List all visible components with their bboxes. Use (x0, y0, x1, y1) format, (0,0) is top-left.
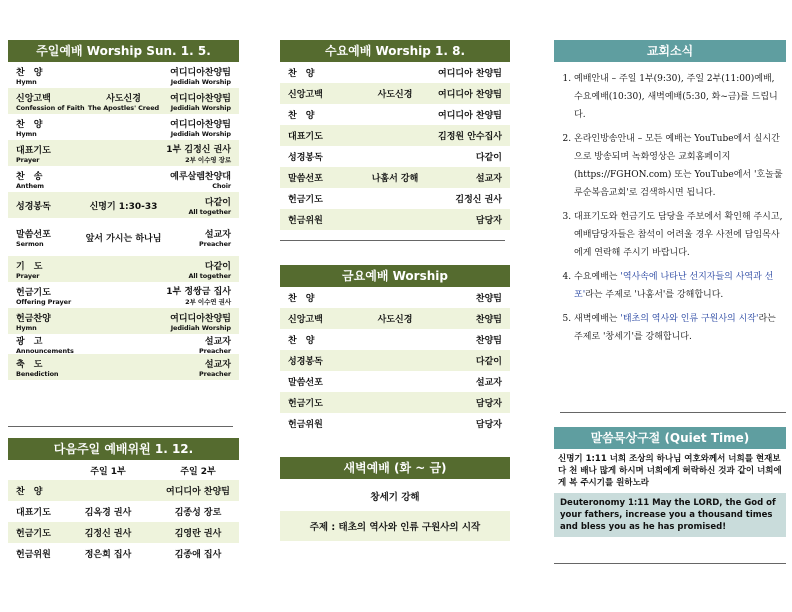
news-item-highlight: '역사속에 나타난 선지자들의 사역과 선포' (574, 272, 774, 300)
order-item-leader-sub: All together (188, 271, 231, 280)
duty-label: 찬 양 (16, 487, 43, 497)
order-item-label-ko: 기 도 (16, 261, 43, 272)
duty-label: 헌금위원 (16, 550, 51, 560)
order-item-leader (166, 284, 231, 306)
friday-order-row (280, 350, 510, 371)
sunday-worship-title: 주일예배 Worship Sun. 1. 5. (8, 40, 239, 62)
duty-label: 헌금기도 (16, 529, 51, 539)
order-item-label-en: Hymn (16, 323, 37, 332)
order-item-content-ko: 사도신경 (106, 93, 141, 104)
order-item-leader-main: 설교자 (204, 359, 231, 370)
news-item-text: 온라인방송안내 – 모든 예배는 YouTube에서 실시간으로 방송되며 녹화영상은 교회홈페이지(https://FGHON.com) 또는 YouTube에서 '호놀룰루순복음교회'로 검색하시면 됩니다. (574, 134, 783, 198)
order-item-label-en: Hymn (16, 77, 37, 86)
wednesday-order-list (280, 62, 510, 230)
order-item-label: 말씀선포 (288, 174, 323, 184)
news-item-text: 예배안내 – 주일 1부(9:30), 주일 2부(11:00)예배, 수요예배(10:30), 새벽예배(5:30, 화~금)를 드립니다. (574, 74, 778, 120)
order-item-leader: 설교자 (475, 174, 502, 184)
order-item-label: 신앙고백 (288, 315, 323, 325)
col-first-service: 주일 1부 (90, 466, 126, 477)
order-item-label (16, 357, 58, 378)
order-item-label: 헌금기도 (288, 399, 323, 409)
sunday-order-row (8, 166, 239, 192)
sunday-order-row (8, 114, 239, 140)
order-item-leader: 여디디아 찬양팀 (438, 111, 502, 121)
order-item-label-en: Prayer (16, 271, 40, 280)
order-item-label: 찬 양 (288, 69, 315, 79)
news-item-text: 새벽예배는 (574, 314, 621, 324)
order-item-label-ko: 말씀선포 (16, 229, 51, 240)
second-service-member: 김종성 장로 (174, 508, 222, 518)
dawn-worship-title: 새벽예배 (화 ~ 금) (280, 457, 510, 479)
col-second-service: 주일 2부 (180, 466, 216, 477)
order-item-label-en: Sermon (16, 239, 44, 248)
order-item-leader-main: 1부 정쌍금 집사 (166, 287, 231, 297)
order-item-label: 찬 양 (288, 111, 315, 121)
sunday-worship-section (8, 40, 239, 380)
next-sunday-title: 다음주일 예배위원 1. 12. (8, 438, 239, 460)
order-item-label (16, 311, 51, 332)
wednesday-order-row (280, 83, 510, 104)
wednesday-order-row (280, 125, 510, 146)
dawn-sermon-series: 창세기 강해 (370, 492, 420, 503)
divider-line (280, 240, 505, 241)
order-item-leader-main: 1부 김정신 권사 (166, 145, 231, 155)
sunday-order-row (8, 354, 239, 380)
friday-order-row (280, 392, 510, 413)
order-item-leader (170, 117, 231, 138)
church-news-section (554, 40, 786, 352)
order-item-label-ko: 축 도 (16, 359, 43, 370)
order-item-label: 대표기도 (288, 132, 323, 142)
order-item-content: 나훔서 강해 (371, 174, 419, 184)
wednesday-order-row (280, 167, 510, 188)
order-item-leader: 담당자 (475, 399, 502, 409)
order-item-leader: 여디디아 찬양팀 (438, 90, 502, 100)
order-item-leader: 담당자 (475, 420, 502, 430)
sunday-order-row (8, 192, 239, 218)
wednesday-order-row (280, 209, 510, 230)
order-item-leader-sub: Jedidiah Worship (170, 103, 231, 112)
order-item-label: 찬 양 (288, 294, 315, 304)
order-item-leader (199, 227, 231, 248)
order-item-label-ko: 헌금기도 (16, 287, 51, 298)
wednesday-order-row (280, 146, 510, 167)
order-item-leader: 설교자 (475, 378, 502, 388)
order-item-leader: 찬양팀 (475, 294, 502, 304)
order-item-leader-main: 여디디아찬양팀 (170, 313, 231, 324)
sunday-order-row (8, 88, 239, 114)
order-item-leader (199, 334, 231, 355)
order-item-leader-main: 설교자 (204, 229, 231, 240)
second-service-member: 김영란 권사 (174, 529, 222, 539)
friday-order-row (280, 413, 510, 434)
order-item-label (16, 65, 42, 86)
order-item-leader-main: 여디디아찬양팀 (170, 119, 231, 130)
order-item-leader-main: 예루살렘찬양대 (170, 171, 231, 182)
order-item-leader: 김정신 권사 (455, 195, 502, 205)
order-item-label-en: Confession of Faith (16, 103, 85, 112)
church-news-title: 교회소식 (554, 40, 786, 62)
order-item-label: 성경봉독 (288, 357, 323, 367)
duty-label: 대표기도 (16, 508, 51, 518)
next-sunday-row (8, 522, 239, 543)
news-item-text: 수요예배는 (574, 272, 621, 282)
quiet-time-korean-verse: 신명기 1:11 너희 조상의 하나님 여호와께서 너희를 현재보다 천 배나 많게 하시며 너희에게 허락하신 것과 같이 너희에게 복 주시기를 원하노라 (558, 454, 782, 488)
order-item-label (16, 117, 42, 138)
sunday-order-row (8, 62, 239, 88)
order-item-leader: 여디디아 찬양팀 (438, 69, 502, 79)
order-item-leader-main: 설교자 (204, 336, 231, 347)
first-service-member: 김정신 권사 (84, 529, 132, 539)
friday-order-row (280, 287, 510, 308)
order-item-label (16, 259, 42, 280)
sunday-order-row (8, 308, 239, 334)
news-item (574, 70, 786, 124)
order-item-leader-sub: 2부 이수영 장로 (185, 156, 231, 164)
order-item-label (16, 334, 74, 355)
order-item-leader-sub: Choir (212, 181, 231, 190)
order-item-label: 헌금위원 (288, 216, 323, 226)
news-item (574, 208, 786, 262)
friday-order-list (280, 287, 510, 434)
order-item-leader-sub: Jedidiah Worship (170, 323, 231, 332)
order-item-content-ko: 신명기 1:30-33 (89, 201, 158, 212)
friday-order-row (280, 308, 510, 329)
order-item-label-ko: 광 고 (16, 336, 43, 347)
sunday-order-row (8, 218, 239, 256)
order-item-leader: 김정원 안수집사 (438, 132, 502, 142)
order-item-leader-main: 여디디아찬양팀 (170, 93, 231, 104)
order-item-content: 사도신경 (377, 315, 413, 325)
order-item-leader-sub: Jedidiah Worship (170, 129, 231, 138)
order-item-leader-main: 다같이 (204, 197, 231, 208)
next-sunday-list (8, 480, 239, 564)
order-item-content-en: The Apostles' Creed (87, 103, 160, 112)
order-item-label: 성경봉독 (288, 153, 323, 163)
order-item-leader-main: 다같이 (204, 261, 231, 272)
order-item-label (16, 169, 44, 190)
order-item-leader-sub: All together (188, 207, 231, 216)
dawn-worship-section (280, 457, 510, 541)
order-item-leader-sub: 2부 이수연 권사 (185, 298, 231, 306)
first-service-member: 정은희 집사 (84, 550, 132, 560)
sunday-order-row (8, 282, 239, 308)
news-item (574, 310, 786, 346)
next-sunday-section (8, 438, 239, 564)
order-item-label-ko: 찬 양 (16, 119, 43, 130)
friday-worship-section (280, 265, 510, 434)
order-item-leader: 찬양팀 (475, 336, 502, 346)
wednesday-worship-section (280, 40, 510, 230)
order-item-leader (188, 259, 231, 280)
order-item-label-ko: 헌금찬양 (16, 313, 51, 324)
order-item-label: 헌금위원 (288, 420, 323, 430)
second-service-member: 여디디아 찬양팀 (166, 487, 230, 497)
order-item-leader: 다같이 (475, 357, 502, 367)
order-item-leader-sub: Jedidiah Worship (170, 77, 231, 86)
news-item (574, 130, 786, 202)
order-item-leader (170, 91, 231, 112)
next-sunday-row (8, 501, 239, 522)
order-item-leader (170, 169, 231, 190)
order-item-label-ko: 찬 양 (16, 67, 43, 78)
order-item-leader (188, 195, 231, 216)
order-item-leader: 다같이 (475, 153, 502, 163)
order-item-leader: 담당자 (475, 216, 502, 226)
quiet-time-section (554, 427, 786, 537)
dawn-theme: 주제 : 태초의 역사와 인류 구원사의 시작 (280, 511, 510, 541)
order-item-leader (199, 357, 231, 378)
order-item-label: 헌금기도 (288, 195, 323, 205)
order-item-leader (166, 142, 231, 164)
order-item-label (16, 285, 71, 306)
next-sunday-col-header (8, 460, 239, 480)
quiet-time-english-verse: Deuteronomy 1:11 May the LORD, the God of your fathers, increase you a thousand times and bless you as he has promised! (554, 493, 786, 537)
divider-line (560, 412, 786, 413)
order-item-label-en: Prayer (16, 155, 40, 164)
order-item-label-ko: 성경봉독 (16, 201, 51, 212)
friday-order-row (280, 371, 510, 392)
wednesday-order-row (280, 104, 510, 125)
sunday-order-row (8, 334, 239, 354)
wednesday-worship-title: 수요예배 Worship 1. 8. (280, 40, 510, 62)
order-item-leader-sub: Preacher (198, 239, 231, 248)
divider-line (8, 426, 233, 427)
order-item-content: 사도신경 (377, 90, 413, 100)
order-item-label: 찬 양 (288, 336, 315, 346)
next-sunday-row (8, 480, 239, 501)
order-item-label: 말씀선포 (288, 378, 323, 388)
sunday-order-row (8, 256, 239, 282)
sunday-order-row (8, 140, 239, 166)
order-item-leader-sub: Preacher (198, 346, 231, 355)
order-item-label-en: Hymn (16, 129, 37, 138)
wednesday-order-row (280, 188, 510, 209)
news-item-text: 대표기도와 헌금기도 담당을 주보에서 확인해 주시고, 예배담당자들은 참석이 어려울 경우 사전에 담임목사에게 연락해 주시기 바랍니다. (574, 212, 783, 258)
divider-line (554, 563, 786, 564)
news-item-highlight: '태초의 역사와 인류 구원사의 시작' (620, 314, 759, 324)
order-item-leader: 찬양팀 (475, 315, 502, 325)
order-item-leader (170, 311, 231, 332)
order-item-label-ko: 신앙고백 (16, 93, 51, 104)
order-item-label-en: Benediction (16, 369, 59, 378)
sunday-order-list (8, 62, 239, 380)
first-service-member: 김옥경 권사 (84, 508, 132, 518)
quiet-time-title: 말씀묵상구절 (Quiet Time) (554, 427, 786, 449)
order-item-leader (170, 65, 231, 86)
news-item-text-end: 라는 주제로 '나훔서'를 강해합니다. (585, 290, 724, 300)
news-item-text-end: 라는 주제로 '창세기'를 강해합니다. (574, 314, 776, 342)
second-service-member: 김종애 집사 (174, 550, 222, 560)
order-item-leader-sub: Preacher (198, 369, 231, 378)
church-news-list (554, 70, 786, 346)
order-item-label-en: Anthem (16, 181, 44, 190)
news-item (574, 268, 786, 304)
order-item-label-en: Announcements (16, 346, 74, 355)
order-item-label-en: Offering Prayer (16, 297, 72, 306)
order-item-label: 신앙고백 (288, 90, 323, 100)
wednesday-order-row (280, 62, 510, 83)
next-sunday-row (8, 543, 239, 564)
friday-worship-title: 금요예배 Worship (280, 265, 510, 287)
order-item-label (16, 143, 51, 164)
order-item-content-ko: 앞서 가시는 하나님 (85, 233, 162, 244)
order-item-label-ko: 찬 송 (16, 171, 43, 182)
friday-order-row (280, 329, 510, 350)
order-item-leader-main: 여디디아찬양팀 (170, 67, 231, 78)
order-item-label-ko: 대표기도 (16, 145, 51, 156)
